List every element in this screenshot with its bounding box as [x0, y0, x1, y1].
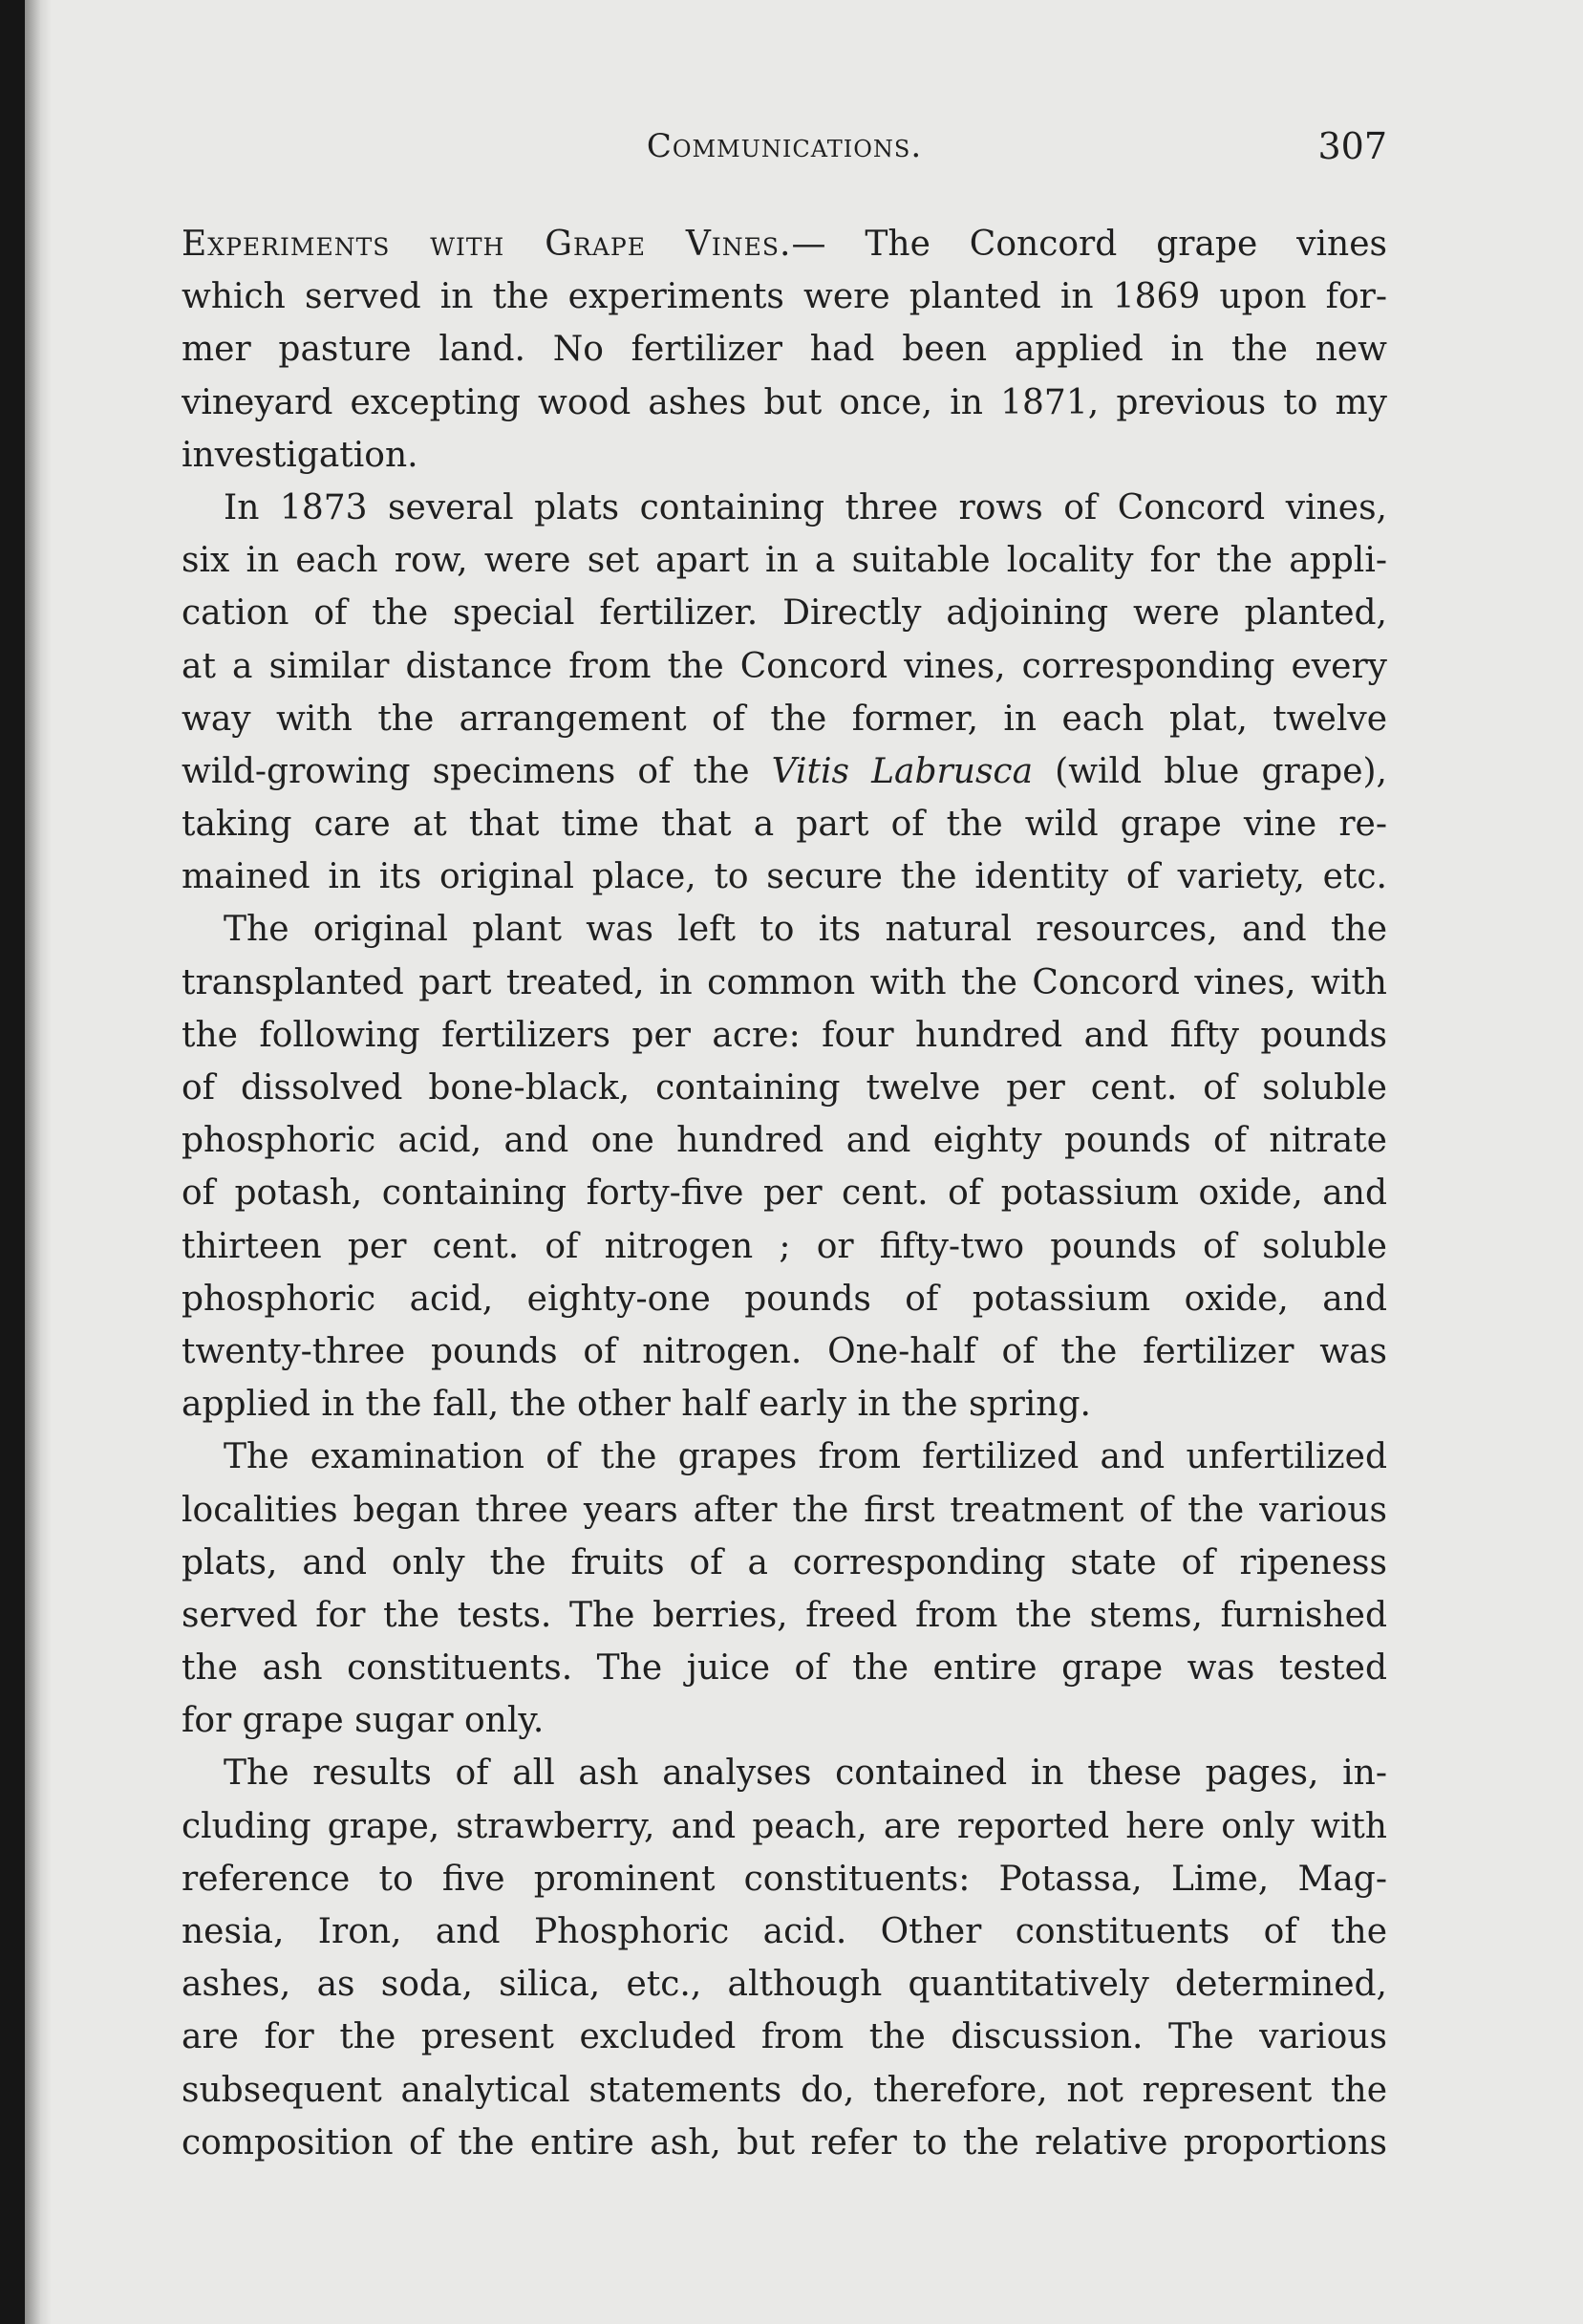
line-text: The examination of the grapes from fertilized and unfertilized — [224, 1437, 1387, 1477]
line-text: In 1873 several plats containing three rows of Concord vines, — [224, 487, 1387, 527]
text-line — [182, 218, 1387, 270]
running-title: Communications. — [646, 127, 923, 165]
text-line — [182, 693, 1387, 745]
article-heading: Experiments with Grape Vines. — [182, 225, 792, 264]
text-line — [182, 482, 1387, 534]
line-text: way with the arrangement of the former, in each plat, twelve — [182, 699, 1387, 739]
line-text: localities began three years after the first treatment of the various — [182, 1490, 1387, 1530]
text-line — [182, 903, 1387, 956]
line-text: six in each row, were set apart in a suitable locality for the appli- — [182, 541, 1387, 581]
line-text: phosphoric acid, and one hundred and eighty pounds of nitrate — [182, 1121, 1387, 1161]
line-text: The results of all ash analyses contained in these pages, in- — [224, 1754, 1387, 1794]
text-line — [182, 1273, 1387, 1325]
text-line — [182, 1378, 1387, 1431]
line-text: of potash, containing forty-five per cent. of potassium oxide, and — [182, 1173, 1387, 1214]
line-text-after: (wild blue grape), — [1033, 751, 1387, 791]
text-line — [182, 798, 1387, 850]
text-line — [182, 1905, 1387, 1958]
text-line — [182, 1537, 1387, 1589]
text-line — [182, 2064, 1387, 2117]
text-line — [182, 1431, 1387, 1483]
line-text: applied in the fall, the other half early in the spring. — [182, 1385, 1091, 1425]
text-line — [182, 640, 1387, 693]
text-line — [182, 587, 1387, 639]
text-line — [182, 1062, 1387, 1114]
line-text: at a similar distance from the Concord vines, corresponding every — [182, 646, 1387, 686]
text-line — [182, 1958, 1387, 2011]
text-line — [182, 323, 1387, 376]
line-text: reference to five prominent constituents: Potassa, Lime, Mag- — [182, 1859, 1387, 1899]
line-text: subsequent analytical statements do, therefore, not represent the — [182, 2070, 1387, 2110]
line-text: the ash constituents. The juice of the entire grape was tested — [182, 1648, 1387, 1689]
text-line — [182, 1589, 1387, 1642]
line-text: twenty-three pounds of nitrogen. One-half of the fertilizer was — [182, 1331, 1387, 1371]
line-text: of dissolved bone-black, containing twelve per cent. of soluble — [182, 1068, 1387, 1108]
text-line — [182, 745, 1387, 798]
text-line — [182, 1114, 1387, 1167]
text-line — [182, 1800, 1387, 1853]
text-line — [182, 270, 1387, 323]
text-line — [182, 1009, 1387, 1062]
line-text: mained in its original place, to secure the identity of variety, etc. — [182, 857, 1387, 897]
text-line — [182, 957, 1387, 1009]
line-text: wild-growing specimens of the — [182, 751, 772, 791]
text-line — [182, 534, 1387, 587]
italic-term: Vitis Labrusca — [771, 751, 1034, 791]
line-text: ashes, as soda, silica, etc., although quantitatively determined, — [182, 1965, 1387, 2005]
line-text: nesia, Iron, and Phosphoric acid. Other constituents of the — [182, 1912, 1387, 1951]
line-text: — The Concord grape vines — [791, 225, 1387, 264]
text-line — [182, 1484, 1387, 1537]
text-line — [182, 2011, 1387, 2063]
text-line — [182, 1220, 1387, 1273]
running-head — [182, 122, 1387, 170]
line-text: taking care at that time that a part of the wild grape vine re- — [182, 805, 1387, 845]
text-line — [182, 1325, 1387, 1378]
line-text: mer pasture land. No fertilizer had been applied in the new — [182, 330, 1387, 370]
article-body — [182, 218, 1387, 2169]
page-number: 307 — [1317, 125, 1387, 167]
line-text: served for the tests. The berries, freed from the stems, furnished — [182, 1595, 1387, 1635]
line-text: transplanted part treated, in common with the Concord vines, with — [182, 962, 1387, 1002]
line-text: for grape sugar only. — [182, 1701, 545, 1741]
line-text: The original plant was left to its natural resources, and the — [224, 910, 1387, 950]
line-text: which served in the experiments were planted in 1869 upon for- — [182, 277, 1387, 317]
text-line — [182, 850, 1387, 903]
line-text: are for the present excluded from the discussion. The various — [182, 2017, 1387, 2057]
line-text: the following fertilizers per acre: four hundred and fifty pounds — [182, 1015, 1387, 1055]
line-text: thirteen per cent. of nitrogen ; or fifty-two pounds of soluble — [182, 1226, 1387, 1266]
text-line — [182, 1167, 1387, 1219]
text-line — [182, 1853, 1387, 1905]
line-text: cation of the special fertilizer. Directly adjoining were planted, — [182, 593, 1387, 634]
line-text: phosphoric acid, eighty-one pounds of potassium oxide, and — [182, 1279, 1387, 1319]
text-line — [182, 1694, 1387, 1747]
line-text: vineyard excepting wood ashes but once, in 1871, previous to my — [182, 382, 1387, 422]
line-text: investigation. — [182, 435, 418, 475]
line-text: plats, and only the fruits of a corresponding state of ripeness — [182, 1542, 1387, 1582]
text-line — [182, 2117, 1387, 2169]
line-text: cluding grape, strawberry, and peach, are reported here only with — [182, 1806, 1387, 1846]
text-line — [182, 1747, 1387, 1799]
line-text: composition of the entire ash, but refer to the relative proportions — [182, 2122, 1387, 2163]
text-line — [182, 377, 1387, 429]
text-line — [182, 429, 1387, 482]
text-line — [182, 1642, 1387, 1694]
